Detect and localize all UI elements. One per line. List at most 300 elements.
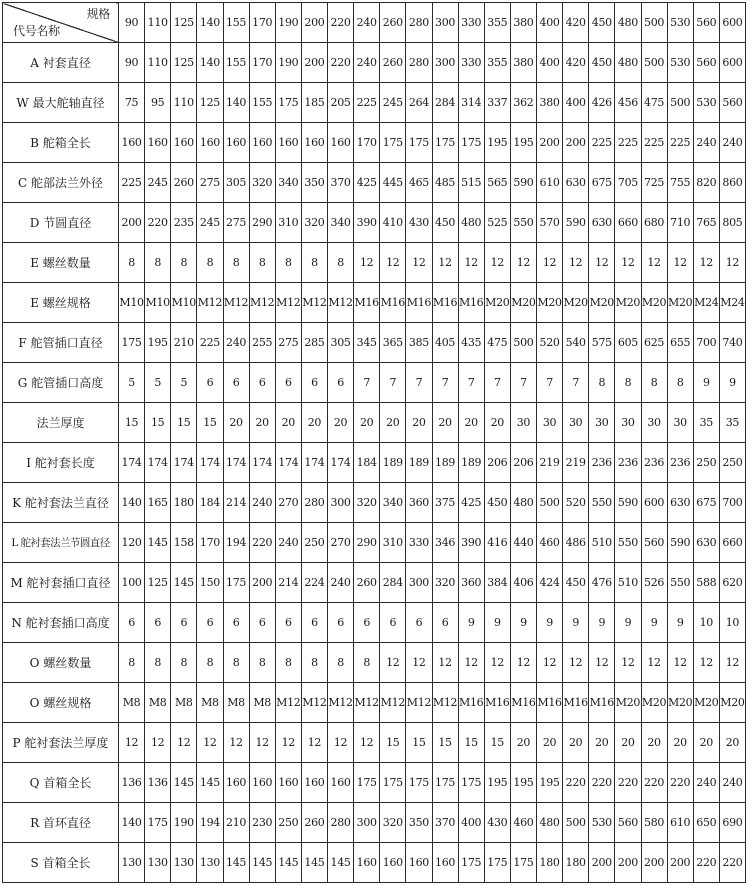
value-cell: 340 xyxy=(275,163,301,203)
value-cell: 125 xyxy=(197,83,223,123)
value-cell: 15 xyxy=(432,723,458,763)
value-cell: M16 xyxy=(484,683,510,723)
value-cell: 210 xyxy=(171,323,197,363)
value-cell: 160 xyxy=(328,763,354,803)
value-cell: 160 xyxy=(145,123,171,163)
value-cell: 8 xyxy=(197,243,223,283)
value-cell: 195 xyxy=(510,763,536,803)
row-label-cell: F 舵管插口直径 xyxy=(3,323,119,363)
value-cell: 90 xyxy=(119,43,145,83)
value-cell: 400 xyxy=(537,43,563,83)
value-cell: 424 xyxy=(537,563,563,603)
value-cell: M20 xyxy=(537,283,563,323)
value-cell: 12 xyxy=(380,243,406,283)
value-cell: 160 xyxy=(223,123,249,163)
value-cell: 235 xyxy=(171,203,197,243)
value-cell: 250 xyxy=(301,523,327,563)
value-cell: 236 xyxy=(589,443,615,483)
value-cell: 30 xyxy=(589,403,615,443)
value-cell: 6 xyxy=(354,603,380,643)
value-cell: 220 xyxy=(615,763,641,803)
value-cell: 175 xyxy=(145,803,171,843)
value-cell: 9 xyxy=(458,603,484,643)
value-cell: 190 xyxy=(171,803,197,843)
value-cell: 7 xyxy=(510,363,536,403)
value-cell: 346 xyxy=(432,523,458,563)
value-cell: 15 xyxy=(380,723,406,763)
value-cell: 362 xyxy=(510,83,536,123)
value-cell: 20 xyxy=(275,403,301,443)
row-label-cell: G 舵管插口高度 xyxy=(3,363,119,403)
header-spec-cell: 280 xyxy=(406,3,432,43)
value-cell: M16 xyxy=(458,683,484,723)
table-row xyxy=(3,243,746,283)
value-cell: 6 xyxy=(275,363,301,403)
value-cell: 12 xyxy=(119,723,145,763)
value-cell: 300 xyxy=(328,483,354,523)
value-cell: 560 xyxy=(641,523,667,563)
value-cell: 20 xyxy=(380,403,406,443)
value-cell: M20 xyxy=(693,683,719,723)
value-cell: 480 xyxy=(458,203,484,243)
value-cell: 214 xyxy=(275,563,301,603)
table-row xyxy=(3,83,746,123)
value-cell: 189 xyxy=(406,443,432,483)
value-cell: 264 xyxy=(406,83,432,123)
value-cell: M24 xyxy=(719,283,745,323)
value-cell: 184 xyxy=(197,483,223,523)
value-cell: 620 xyxy=(719,563,745,603)
value-cell: 540 xyxy=(563,323,589,363)
value-cell: 110 xyxy=(171,83,197,123)
value-cell: 20 xyxy=(301,403,327,443)
value-cell: M20 xyxy=(615,283,641,323)
value-cell: 460 xyxy=(537,523,563,563)
value-cell: 20 xyxy=(693,723,719,763)
value-cell: 520 xyxy=(563,483,589,523)
value-cell: 425 xyxy=(458,483,484,523)
value-cell: 380 xyxy=(510,43,536,83)
value-cell: 160 xyxy=(354,843,380,883)
value-cell: 590 xyxy=(563,203,589,243)
table-row xyxy=(3,443,746,483)
value-cell: 560 xyxy=(615,803,641,843)
value-cell: 15 xyxy=(406,723,432,763)
value-cell: 8 xyxy=(145,643,171,683)
value-cell: 174 xyxy=(145,443,171,483)
value-cell: 550 xyxy=(615,523,641,563)
value-cell: 8 xyxy=(119,243,145,283)
value-cell: 12 xyxy=(301,723,327,763)
value-cell: 370 xyxy=(432,803,458,843)
value-cell: 200 xyxy=(249,563,275,603)
value-cell: 230 xyxy=(249,803,275,843)
value-cell: 12 xyxy=(354,243,380,283)
value-cell: 9 xyxy=(667,603,693,643)
value-cell: 416 xyxy=(484,523,510,563)
value-cell: M8 xyxy=(145,683,171,723)
value-cell: 9 xyxy=(615,603,641,643)
value-cell: 630 xyxy=(693,523,719,563)
value-cell: 275 xyxy=(275,323,301,363)
value-cell: 189 xyxy=(380,443,406,483)
value-cell: 174 xyxy=(328,443,354,483)
value-cell: 245 xyxy=(197,203,223,243)
row-label-cell: R 首环直径 xyxy=(3,803,119,843)
value-cell: 220 xyxy=(589,763,615,803)
value-cell: 8 xyxy=(171,243,197,283)
value-cell: 630 xyxy=(589,203,615,243)
value-cell: 480 xyxy=(537,803,563,843)
value-cell: 5 xyxy=(145,363,171,403)
header-spec-cell: 530 xyxy=(667,3,693,43)
table-row xyxy=(3,763,746,803)
table-row xyxy=(3,323,746,363)
value-cell: 280 xyxy=(301,483,327,523)
value-cell: 7 xyxy=(484,363,510,403)
value-cell: 30 xyxy=(667,403,693,443)
value-cell: 465 xyxy=(406,163,432,203)
value-cell: 9 xyxy=(563,603,589,643)
value-cell: 240 xyxy=(328,563,354,603)
value-cell: 100 xyxy=(119,563,145,603)
value-cell: M12 xyxy=(197,283,223,323)
value-cell: 600 xyxy=(719,43,745,83)
value-cell: 560 xyxy=(693,43,719,83)
value-cell: M20 xyxy=(484,283,510,323)
table-row xyxy=(3,363,746,403)
value-cell: 190 xyxy=(275,43,301,83)
value-cell: 205 xyxy=(328,83,354,123)
value-cell: M20 xyxy=(589,283,615,323)
value-cell: 6 xyxy=(249,363,275,403)
value-cell: 180 xyxy=(537,843,563,883)
value-cell: 740 xyxy=(719,323,745,363)
value-cell: 150 xyxy=(197,563,223,603)
value-cell: M16 xyxy=(563,683,589,723)
value-cell: 515 xyxy=(458,163,484,203)
value-cell: 560 xyxy=(719,83,745,123)
header-spec-cell: 300 xyxy=(432,3,458,43)
value-cell: 195 xyxy=(145,323,171,363)
value-cell: 8 xyxy=(301,243,327,283)
value-cell: 475 xyxy=(484,323,510,363)
value-cell: 725 xyxy=(641,163,667,203)
value-cell: 35 xyxy=(719,403,745,443)
value-cell: 20 xyxy=(537,723,563,763)
value-cell: 260 xyxy=(301,803,327,843)
value-cell: 236 xyxy=(615,443,641,483)
value-cell: 12 xyxy=(719,243,745,283)
value-cell: 320 xyxy=(354,483,380,523)
value-cell: 650 xyxy=(693,803,719,843)
value-cell: 12 xyxy=(563,243,589,283)
value-cell: 12 xyxy=(484,243,510,283)
value-cell: 158 xyxy=(171,523,197,563)
value-cell: 145 xyxy=(145,523,171,563)
value-cell: 805 xyxy=(719,203,745,243)
value-cell: 12 xyxy=(406,643,432,683)
value-cell: 140 xyxy=(119,803,145,843)
value-cell: 240 xyxy=(223,323,249,363)
value-cell: M8 xyxy=(171,683,197,723)
value-cell: 340 xyxy=(380,483,406,523)
value-cell: 195 xyxy=(484,123,510,163)
value-cell: 7 xyxy=(432,363,458,403)
value-cell: 284 xyxy=(432,83,458,123)
value-cell: 214 xyxy=(223,483,249,523)
value-cell: 170 xyxy=(354,123,380,163)
value-cell: 6 xyxy=(328,363,354,403)
value-cell: M12 xyxy=(249,283,275,323)
table-row xyxy=(3,803,746,843)
value-cell: 200 xyxy=(301,43,327,83)
value-cell: 700 xyxy=(693,323,719,363)
value-cell: 710 xyxy=(667,203,693,243)
value-cell: 12 xyxy=(197,723,223,763)
value-cell: 225 xyxy=(641,123,667,163)
value-cell: 175 xyxy=(458,843,484,883)
value-cell: 314 xyxy=(458,83,484,123)
value-cell: 330 xyxy=(406,523,432,563)
value-cell: M12 xyxy=(301,283,327,323)
value-cell: 12 xyxy=(432,243,458,283)
row-label-cell: O 螺丝数量 xyxy=(3,643,119,683)
value-cell: 530 xyxy=(693,83,719,123)
value-cell: 175 xyxy=(380,123,406,163)
row-label-cell: E 螺丝规格 xyxy=(3,283,119,323)
value-cell: 9 xyxy=(589,603,615,643)
value-cell: 219 xyxy=(537,443,563,483)
value-cell: 500 xyxy=(563,803,589,843)
corner-spec-label: 规格 xyxy=(86,7,110,21)
row-label-cell: D 节圆直径 xyxy=(3,203,119,243)
value-cell: M12 xyxy=(380,683,406,723)
value-cell: 7 xyxy=(380,363,406,403)
value-cell: 170 xyxy=(249,43,275,83)
value-cell: 610 xyxy=(667,803,693,843)
value-cell: 200 xyxy=(667,843,693,883)
value-cell: 10 xyxy=(719,603,745,643)
value-cell: 480 xyxy=(615,43,641,83)
value-cell: 174 xyxy=(249,443,275,483)
value-cell: 12 xyxy=(458,243,484,283)
value-cell: 290 xyxy=(249,203,275,243)
value-cell: 590 xyxy=(510,163,536,203)
value-cell: 8 xyxy=(119,643,145,683)
value-cell: M20 xyxy=(719,683,745,723)
row-label-cell: Q 首箱全长 xyxy=(3,763,119,803)
value-cell: 160 xyxy=(197,123,223,163)
value-cell: 255 xyxy=(249,323,275,363)
header-spec-cell: 355 xyxy=(484,3,510,43)
value-cell: 220 xyxy=(249,523,275,563)
value-cell: 20 xyxy=(563,723,589,763)
header-spec-cell: 330 xyxy=(458,3,484,43)
value-cell: 6 xyxy=(171,603,197,643)
row-label-cell: B 舵箱全长 xyxy=(3,123,119,163)
value-cell: M24 xyxy=(693,283,719,323)
header-spec-cell: 260 xyxy=(380,3,406,43)
value-cell: 15 xyxy=(458,723,484,763)
value-cell: 12 xyxy=(563,643,589,683)
value-cell: 9 xyxy=(537,603,563,643)
value-cell: 6 xyxy=(380,603,406,643)
value-cell: 225 xyxy=(667,123,693,163)
value-cell: 8 xyxy=(249,243,275,283)
value-cell: 236 xyxy=(641,443,667,483)
value-cell: 380 xyxy=(537,83,563,123)
value-cell: 15 xyxy=(119,403,145,443)
value-cell: 305 xyxy=(223,163,249,203)
value-cell: 486 xyxy=(563,523,589,563)
value-cell: 500 xyxy=(667,83,693,123)
value-cell: 200 xyxy=(589,843,615,883)
value-cell: 365 xyxy=(380,323,406,363)
value-cell: 435 xyxy=(458,323,484,363)
value-cell: M8 xyxy=(249,683,275,723)
value-cell: 6 xyxy=(328,603,354,643)
value-cell: 174 xyxy=(171,443,197,483)
value-cell: 300 xyxy=(406,563,432,603)
value-cell: 6 xyxy=(223,363,249,403)
value-cell: 170 xyxy=(197,523,223,563)
header-spec-cell: 400 xyxy=(537,3,563,43)
value-cell: 140 xyxy=(119,483,145,523)
value-cell: 145 xyxy=(275,843,301,883)
value-cell: 550 xyxy=(510,203,536,243)
row-label-cell: M 舵衬套插口直径 xyxy=(3,563,119,603)
value-cell: 12 xyxy=(667,643,693,683)
value-cell: 206 xyxy=(510,443,536,483)
value-cell: 250 xyxy=(693,443,719,483)
value-cell: 200 xyxy=(615,843,641,883)
value-cell: 219 xyxy=(563,443,589,483)
value-cell: 15 xyxy=(145,403,171,443)
value-cell: 160 xyxy=(249,123,275,163)
value-cell: 145 xyxy=(301,843,327,883)
value-cell: 175 xyxy=(458,123,484,163)
header-spec-cell: 125 xyxy=(171,3,197,43)
value-cell: 20 xyxy=(641,723,667,763)
value-cell: 110 xyxy=(145,43,171,83)
value-cell: 570 xyxy=(537,203,563,243)
value-cell: 174 xyxy=(119,443,145,483)
value-cell: 240 xyxy=(693,763,719,803)
value-cell: 12 xyxy=(641,243,667,283)
value-cell: 8 xyxy=(328,643,354,683)
value-cell: 476 xyxy=(589,563,615,603)
value-cell: 225 xyxy=(589,123,615,163)
value-cell: 500 xyxy=(510,323,536,363)
value-cell: M16 xyxy=(458,283,484,323)
value-cell: 345 xyxy=(354,323,380,363)
value-cell: M16 xyxy=(589,683,615,723)
value-cell: 284 xyxy=(380,563,406,603)
header-spec-cell: 480 xyxy=(615,3,641,43)
value-cell: 6 xyxy=(249,603,275,643)
value-cell: 285 xyxy=(301,323,327,363)
value-cell: M10 xyxy=(171,283,197,323)
value-cell: 206 xyxy=(484,443,510,483)
value-cell: 160 xyxy=(301,123,327,163)
value-cell: 12 xyxy=(458,643,484,683)
value-cell: M12 xyxy=(406,683,432,723)
value-cell: 240 xyxy=(719,123,745,163)
value-cell: 174 xyxy=(223,443,249,483)
value-cell: 280 xyxy=(328,803,354,843)
value-cell: 6 xyxy=(197,363,223,403)
value-cell: 275 xyxy=(223,203,249,243)
value-cell: 550 xyxy=(667,563,693,603)
value-cell: 8 xyxy=(615,363,641,403)
value-cell: 8 xyxy=(249,643,275,683)
value-cell: 20 xyxy=(406,403,432,443)
value-cell: 7 xyxy=(563,363,589,403)
header-spec-cell: 140 xyxy=(197,3,223,43)
value-cell: 20 xyxy=(615,723,641,763)
value-cell: 130 xyxy=(119,843,145,883)
value-cell: 400 xyxy=(563,83,589,123)
value-cell: 400 xyxy=(458,803,484,843)
value-cell: 12 xyxy=(667,243,693,283)
value-cell: 245 xyxy=(380,83,406,123)
table-row xyxy=(3,283,746,323)
value-cell: 510 xyxy=(589,523,615,563)
value-cell: 475 xyxy=(641,83,667,123)
value-cell: 655 xyxy=(667,323,693,363)
value-cell: 12 xyxy=(589,243,615,283)
value-cell: 20 xyxy=(719,723,745,763)
value-cell: M16 xyxy=(537,683,563,723)
value-cell: 160 xyxy=(249,763,275,803)
value-cell: 12 xyxy=(275,723,301,763)
value-cell: 20 xyxy=(432,403,458,443)
value-cell: 189 xyxy=(432,443,458,483)
value-cell: 20 xyxy=(328,403,354,443)
value-cell: 9 xyxy=(719,363,745,403)
header-spec-cell: 90 xyxy=(119,3,145,43)
value-cell: 15 xyxy=(197,403,223,443)
value-cell: 250 xyxy=(275,803,301,843)
value-cell: 530 xyxy=(667,43,693,83)
header-spec-cell: 170 xyxy=(249,3,275,43)
value-cell: 236 xyxy=(667,443,693,483)
value-cell: 10 xyxy=(693,603,719,643)
value-cell: 194 xyxy=(223,523,249,563)
value-cell: 6 xyxy=(301,603,327,643)
value-cell: 175 xyxy=(406,763,432,803)
value-cell: 8 xyxy=(145,243,171,283)
spec-table xyxy=(2,2,746,883)
value-cell: 240 xyxy=(693,123,719,163)
value-cell: 220 xyxy=(145,203,171,243)
value-cell: 30 xyxy=(641,403,667,443)
value-cell: 165 xyxy=(145,483,171,523)
value-cell: 160 xyxy=(406,843,432,883)
value-cell: 430 xyxy=(484,803,510,843)
value-cell: 8 xyxy=(275,643,301,683)
value-cell: 8 xyxy=(171,643,197,683)
value-cell: 588 xyxy=(693,563,719,603)
value-cell: 6 xyxy=(197,603,223,643)
value-cell: 350 xyxy=(406,803,432,843)
value-cell: 194 xyxy=(197,803,223,843)
value-cell: 270 xyxy=(275,483,301,523)
value-cell: 12 xyxy=(249,723,275,763)
value-cell: 12 xyxy=(145,723,171,763)
value-cell: M12 xyxy=(432,683,458,723)
